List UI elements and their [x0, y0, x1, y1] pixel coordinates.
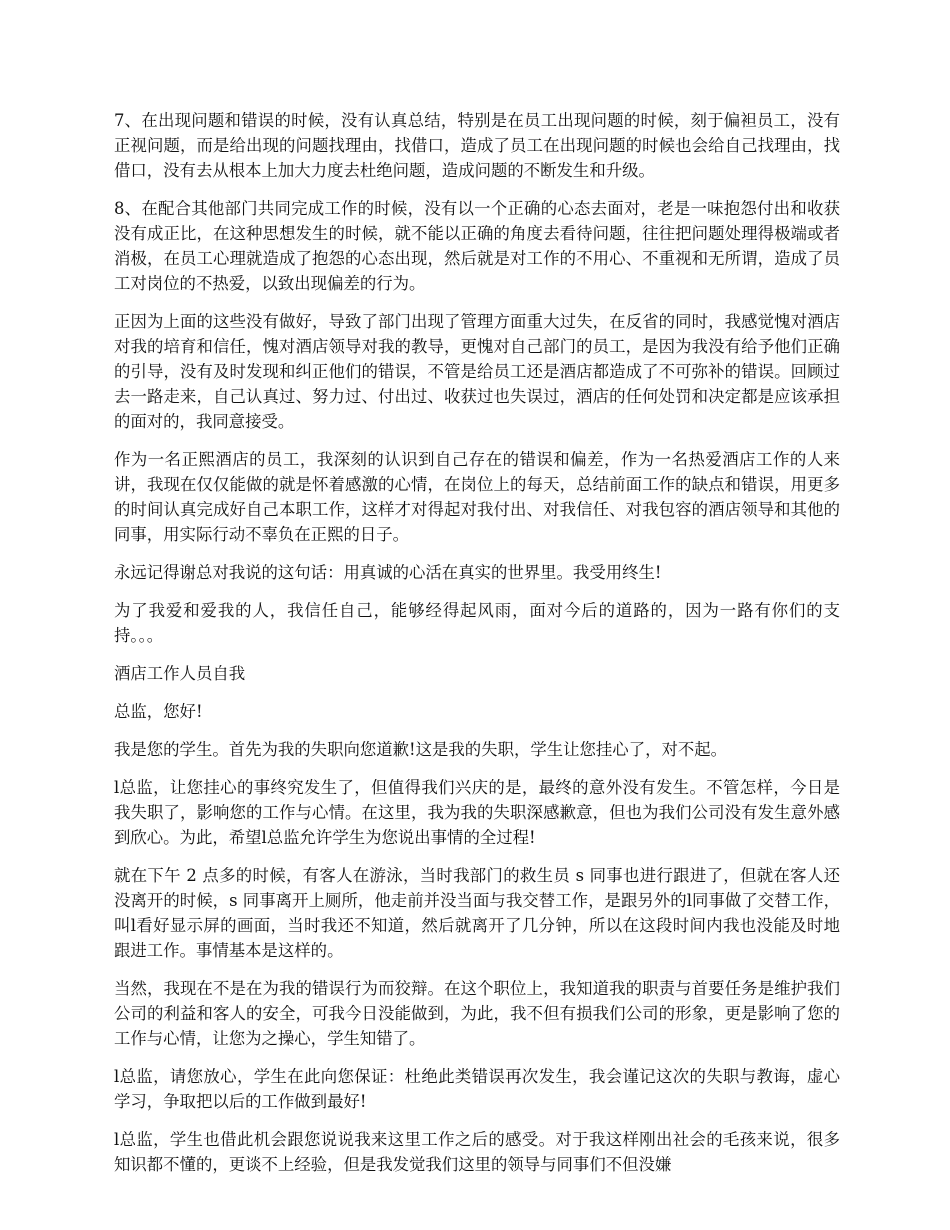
- paragraph-7: 7、在出现问题和错误的时候，没有认真总结，特别是在员工出现问题的时候，刻于偏袒员工，没有正视问题，而是给出现的问题找理由，找借口，造成了员工在出现问题的时候也会给自己找理由，找借口，没有去从根本上加大力度去杜绝问题，造成问题的不断发生和升级。: [114, 111, 840, 180]
- paragraph-incident-intro: l总监，让您挂心的事终究发生了，但值得我们兴庆的是，最终的意外没有发生。不管怎样，今日是我失职了，影响您的工作与心情。在这里，我为我的失职深感歉意，但也为我们公司没有发生意外感到欣心。为此，希望l总监允许学生为您说出事情的全过程!: [114, 778, 840, 847]
- document-body: [114, 108, 840, 1190]
- paragraph-incident-detail: 就在下午 2 点多的时候，有客人在游泳，当时我部门的救生员 s 同事也进行跟进了，但就在客人还没离开的时候，s 同事离开上厕所，他走前并没当面与我交替工作，是跟另外的l同事做了交替工作，叫l看好显示屏的画面，当时我还不知道，然后就离开了几分钟，所以在这段时间内我也没能及时地跟进工作。事情基本是这样的。: [114, 866, 840, 960]
- paragraph-closing: 为了我爱和爱我的人，我信任自己，能够经得起风雨，面对今后的道路的，因为一路有你们的支持。。。: [114, 601, 840, 645]
- section-title: 酒店工作人员自我: [114, 664, 246, 683]
- paragraph-apology: 我是您的学生。首先为我的失职向您道歉!这是我的失职，学生让您挂心了，对不起。: [114, 740, 728, 759]
- salutation: 总监，您好!: [114, 702, 203, 721]
- paragraph-quote: 永远记得谢总对我说的这句话：用真诚的心活在真实的世界里。我受用终生!: [114, 563, 662, 582]
- paragraph-reflection: 正因为上面的这些没有做好，导致了部门出现了管理方面重大过失，在反省的同时，我感觉愧对酒店对我的培育和信任，愧对酒店领导对我的教导，更愧对自己部门的员工，是因为我没有给予他们正确的引导，没有及时发现和纠正他们的错误，不管是给员工还是酒店都造成了不可弥补的错误。回顾过去一路走来，自己认真过、努力过、付出过、收获过也失误过，酒店的任何处罚和决定都是应该承担的面对的，我同意接受。: [114, 312, 840, 431]
- paragraph-feelings: l总监，学生也借此机会跟您说说我来这里工作之后的感受。对于我这样刚出社会的毛孩来说，很多知识都不懂的，更谈不上经验，但是我发觉我们这里的领导与同事们不但没嫌: [114, 1130, 840, 1174]
- paragraph-8: 8、在配合其他部门共同完成工作的时候，没有以一个正确的心态去面对，老是一味抱怨付出和收获没有成正比，在这种思想发生的时候，就不能以正确的角度去看待问题，往往把问题处理得极端或者消极，在员工心理就造成了抱怨的心态出现，然后就是对工作的不用心、不重视和无所谓，造成了员工对岗位的不热爱，以致出现偏差的行为。: [114, 199, 840, 293]
- paragraph-promise: l总监，请您放心，学生在此向您保证：杜绝此类错误再次发生，我会谨记这次的失职与教诲，虚心学习，争取把以后的工作做到最好!: [114, 1067, 840, 1111]
- paragraph-responsibility: 当然，我现在不是在为我的错误行为而狡辩。在这个职位上，我知道我的职责与首要任务是维护我们公司的利益和客人的安全，可我今日没能做到，为此，我不但有损我们公司的形象，更是影响了您的工作与心情，让您为之操心，学生知错了。: [114, 979, 840, 1048]
- paragraph-commitment: 作为一名正熙酒店的员工，我深刻的认识到自己存在的错误和偏差，作为一名热爱酒店工作的人来讲，我现在仅仅能做的就是怀着感激的心情，在岗位上的每天，总结前面工作的缺点和错误，用更多的时间认真完成好自己本职工作，这样才对得起对我付出、对我信任、对我包容的酒店领导和其他的同事，用实际行动不辜负在正熙的日子。: [114, 450, 840, 544]
